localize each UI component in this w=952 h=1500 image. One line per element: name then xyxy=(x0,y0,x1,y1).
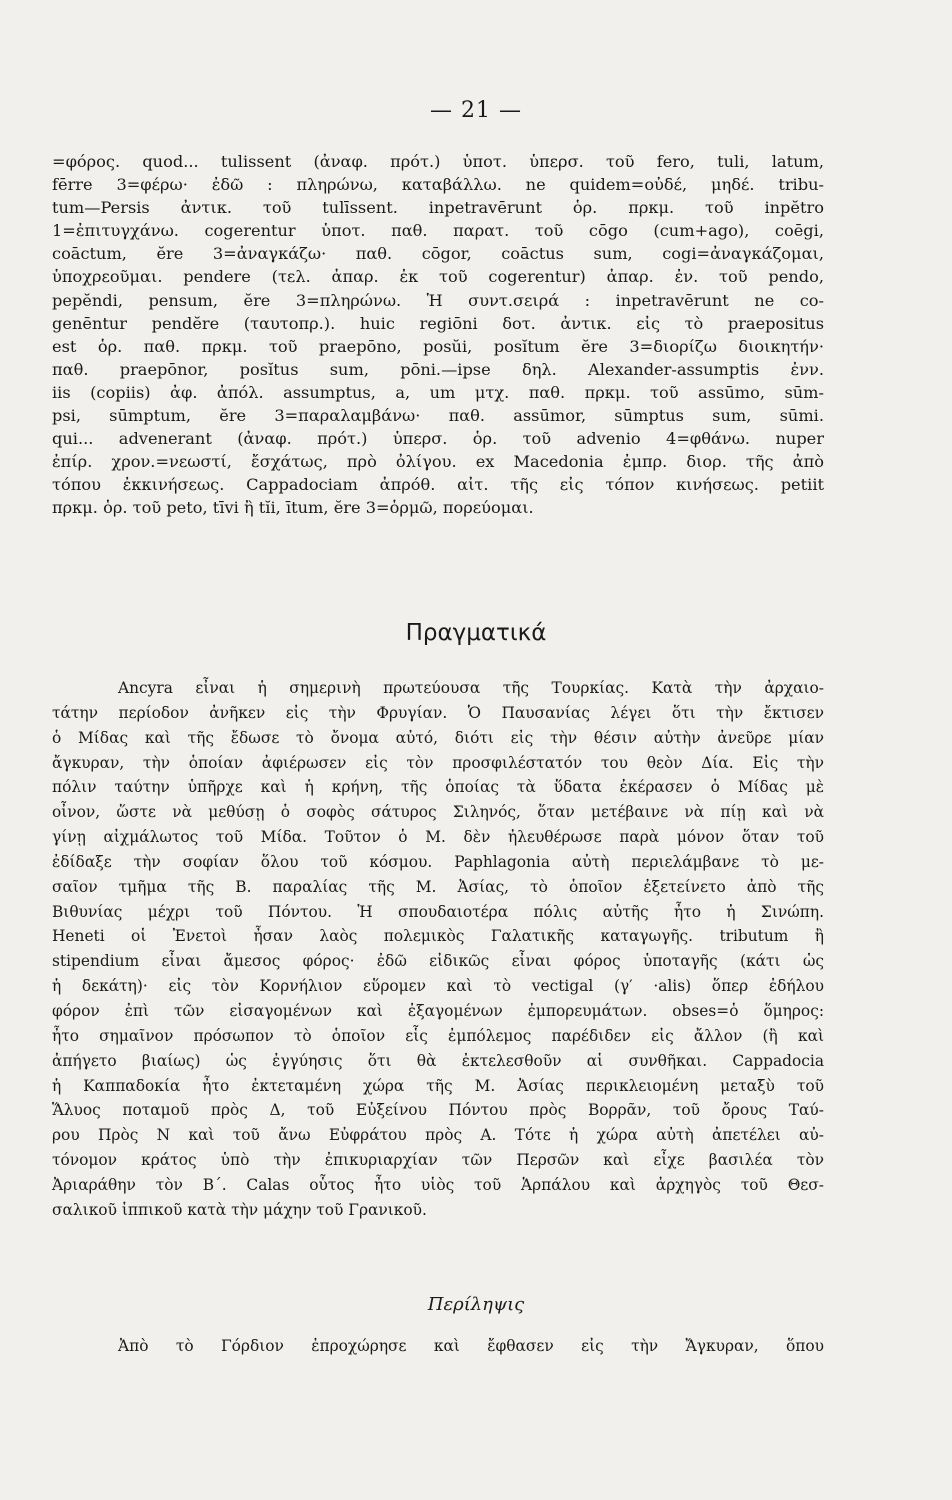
page-number: — 21 — xyxy=(430,98,522,123)
summary-line: Ἀπὸ τὸ Γόρδιον ἐπροχώρησε καὶ ἔφθασεν εἰς τὴν Ἄγκυραν, ὅπου xyxy=(118,1337,824,1355)
section-body xyxy=(52,676,824,1223)
body-line: Ancyra εἶναι ἡ σημερινὴ πρωτεύουσα τῆς Τουρκίας. Κατὰ τὴν ἀρχαιο- xyxy=(118,679,824,697)
body-line: Βιθυνίας μέχρι τοῦ Πόντου. Ἡ σπουδαιοτέρα πόλις αὐτῆς ἦτο ἡ Σινώπη. xyxy=(52,902,824,921)
body-line: stipendium εἶναι ἄμεσος φόρος· ἐδῶ εἰδικῶς εἶναι φόρος ὑποταγῆς (κάτι ὡς xyxy=(52,952,824,971)
summary-heading: Περίληψις xyxy=(427,1294,525,1315)
body-line: ἄγκυραν, τὴν ὁποίαν ἀφιέρωσεν εἰς τὸν προσφιλέστατόν του θεὸν Δία. Εἰς τὴν xyxy=(52,753,824,772)
notes-line: ἐπίρ. χρον.=νεωστί, ἔσχάτως, πρὸ ὀλίγου. ex Macedonia ἐμπρ. διορ. τῆς ἀπὸ xyxy=(52,452,824,472)
notes-line: =φόρος. quod... tulissent (ἀναφ. πρότ.) ὑποτ. ὑπερσ. τοῦ fero, tuli, latum, xyxy=(52,152,824,171)
body-line: πόλιν ταύτην ὑπῆρχε καὶ ἡ κρήνη, τῆς ὁποίας τὰ ὕδατα ἐκέρασεν ὁ Μίδας μὲ xyxy=(52,778,824,797)
notes-line: fērre 3=φέρω· ἐδῶ : πληρώνω, καταβάλλω. ne quidem=οὐδέ, μηδέ. tribu- xyxy=(52,175,824,195)
notes-line: psi, sūmptum, ĕre 3=παραλαμβάνω· παθ. assūmor, sūmptus sum, sūmi. xyxy=(52,406,824,426)
body-line: ἀπήγετο βιαίως) ὡς ἐγγύησις ὅτι θὰ ἐκτελεσθοῦν αἱ συνθῆκαι. Cappadocia xyxy=(52,1051,824,1070)
body-line: Heneti οἱ Ἐνετοὶ ἦσαν λαὸς πολεμικὸς Γαλατικῆς καταγωγῆς. tributum ἢ xyxy=(52,927,824,946)
notes-line: παθ. praepōnor, posĭtus sum, pōni.—ipse δηλ. Alexander-assumptis ἐνν. xyxy=(52,359,824,379)
body-line: ἐδίδαξε τὴν σοφίαν ὅλου τοῦ κόσμου. Paphlagonia αὐτὴ περιελάμβανε τὸ με- xyxy=(52,852,824,871)
notes-line: est ὁρ. παθ. πρκμ. τοῦ praepōno, posŭi, posĭtum ĕre 3=διορίζω διοικητήν· xyxy=(52,336,824,356)
body-line: γίνῃ αἰχμάλωτος τοῦ Μίδα. Τοῦτον ὁ Μ. δὲν ἠλευθέρωσε παρὰ μόνον ὅταν τοῦ xyxy=(52,828,824,847)
body-line: τάτην περίοδον ἀνῆκεν εἰς τὴν Φρυγίαν. Ὁ Παυσανίας λέγει ὅτι τὴν ἔκτισεν xyxy=(52,703,824,722)
notes-line: coāctum, ĕre 3=ἀναγκάζω· παθ. cōgor, coāctus sum, cogi=ἀναγκάζομαι, xyxy=(52,244,824,264)
notes-line: pepĕndi, pensum, ĕre 3=πληρώνω. Ἡ συντ.σειρά : inpetravērunt ne co- xyxy=(52,290,824,310)
notes-line: ὑποχρεοῦμαι. pendere (τελ. ἀπαρ. ἐκ τοῦ cogerentur) ἀπαρ. ἐν. τοῦ pendo, xyxy=(52,267,824,287)
body-line: φόρον ἐπὶ τῶν εἰσαγομένων καὶ ἐξαγομένων ἐμπορευμάτων. obses=ὁ ὅμηρος: xyxy=(52,1001,824,1020)
body-line: οἶνον, ὥστε νὰ μεθύσῃ ὁ σοφὸς σάτυρος Σιληνός, ὅταν μετέβαινε νὰ πίῃ καὶ νὰ xyxy=(52,803,824,822)
notes-line: 1=ἐπιτυγχάνω. cogerentur ὑποτ. παθ. παρατ. τοῦ cōgo (cum+ago), coēgi, xyxy=(52,221,824,241)
notes-line: τόπου ἐκκινήσεως. Cappadociam ἀπρόθ. αἰτ. τῆς εἰς τόπον κινήσεως. petiit xyxy=(52,475,824,495)
notes-line: genēntur pendĕre (ταυτοπρ.). huic regiōni δοτ. ἀντικ. εἰς τὸ praepositus xyxy=(52,313,824,333)
grammatical-notes xyxy=(52,150,824,520)
notes-line: iis (copiis) ἀφ. ἀπόλ. assumptus, a, um μτχ. παθ. πρκμ. τοῦ assūmo, sūm- xyxy=(52,382,824,402)
body-line: ὁ Μίδας καὶ τῆς ἔδωσε τὸ ὄνομα αὐτό, διότι εἰς τὴν θέσιν αὐτὴν ἀνεῦρε μίαν xyxy=(52,728,824,747)
body-line: Ἀριαράθην τὸν Β΄. Calas οὗτος ἦτο υἱὸς τοῦ Ἁρπάλου καὶ ἀρχηγὸς τοῦ Θεσ- xyxy=(52,1175,824,1194)
body-line: Ἅλυος ποταμοῦ πρὸς Δ, τοῦ Εὐξείνου Πόντου πρὸς Βορρᾶν, τοῦ ὄρους Ταύ- xyxy=(52,1101,824,1120)
body-line: τόνομον κράτος ὑπὸ τὴν ἐπικυριαρχίαν τῶν Περσῶν καὶ εἶχε βασιλέα τὸν xyxy=(52,1151,824,1170)
section-heading: Πραγματικά xyxy=(405,620,547,646)
summary-body xyxy=(52,1334,824,1358)
body-line: σαῖον τμῆμα τῆς Β. παραλίας τῆς Μ. Ἀσίας, τὸ ὁποῖον ἐξετείνετο ἀπὸ τῆς xyxy=(52,877,824,896)
notes-line: tum—Persis ἀντικ. τοῦ tulīssent. inpetravērunt ὁρ. πρκμ. τοῦ inpĕtro xyxy=(52,198,824,218)
notes-line: πρκμ. ὁρ. τοῦ peto, tīvi ἢ tĭi, ītum, ĕre 3=ὁρμῶ, πορεύομαι. xyxy=(52,498,534,518)
body-line: ἦτο σημαῖνον πρόσωπον τὸ ὁποῖον εἷς ἐμπόλεμος παρέδιδεν εἰς ἄλλον (ἢ καὶ xyxy=(52,1026,824,1045)
body-line: ἡ δεκάτη)· εἰς τὸν Κορνήλιον εὕρομεν καὶ τὸ vectigal (γ′ ·alis) ὅπερ ἐδήλου xyxy=(52,977,824,996)
body-line: ἡ Καππαδοκία ἦτο ἐκτεταμένη χώρα τῆς Μ. Ἀσίας περικλειομένη μεταξὺ τοῦ xyxy=(52,1076,824,1095)
body-line: ρου Πρὸς Ν καὶ τοῦ ἄνω Εὐφράτου πρὸς Α. Τότε ἡ χώρα αὐτὴ ἀπετέλει αὐ- xyxy=(52,1126,824,1145)
body-line: σαλικοῦ ἱππικοῦ κατὰ τὴν μάχην τοῦ Γρανικοῦ. xyxy=(52,1200,427,1219)
notes-line: qui... advenerant (ἀναφ. πρότ.) ὑπερσ. ὁρ. τοῦ advenio 4=φθάνω. nuper xyxy=(52,429,824,449)
